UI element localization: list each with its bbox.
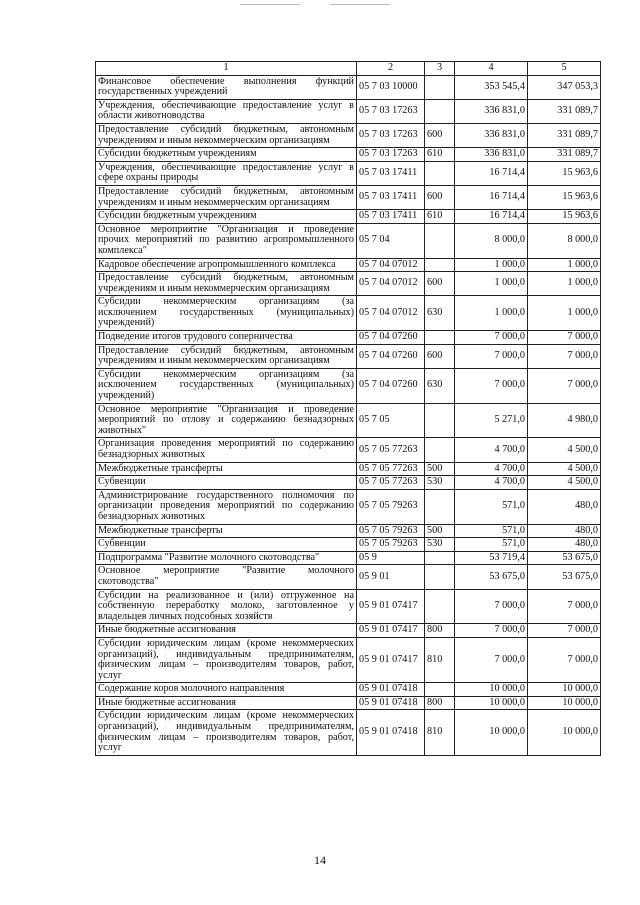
row-amount-cell: 331 089,7 (528, 99, 601, 123)
row-amount-cell: 1 000,0 (528, 258, 601, 272)
table-row (96, 161, 601, 185)
row-expense-type-cell: 810 (425, 637, 455, 682)
row-amount-cell: 16 714,4 (455, 210, 528, 224)
table-row (96, 524, 601, 538)
row-code-cell: 05 9 (357, 551, 425, 565)
row-expense-type-cell (425, 161, 455, 185)
row-name-cell: Межбюджетные трансферты (96, 524, 357, 538)
row-amount-cell: 7 000,0 (455, 331, 528, 345)
row-amount-cell: 336 831,0 (455, 99, 528, 123)
row-amount-cell: 1 000,0 (455, 258, 528, 272)
row-name-cell: Предоставление субсидий бюджетным, автономным учреждениям и иным некоммерческим организациям (96, 344, 357, 368)
row-code-cell: 05 7 05 77263 (357, 438, 425, 462)
row-amount-cell: 15 963,6 (528, 210, 601, 224)
row-code-cell: 05 9 01 07418 (357, 710, 425, 755)
table-row (96, 551, 601, 565)
row-amount-cell: 331 089,7 (528, 148, 601, 162)
row-expense-type-cell (425, 258, 455, 272)
table-row (96, 344, 601, 368)
row-code-cell: 05 7 03 17263 (357, 123, 425, 147)
row-amount-cell: 7 000,0 (528, 624, 601, 638)
row-code-cell: 05 7 04 07012 (357, 258, 425, 272)
row-name-cell: Кадровое обеспечение агропромышленного комплекса (96, 258, 357, 272)
table-row (96, 296, 601, 331)
header-cell-2: 2 (357, 62, 425, 76)
row-code-cell: 05 7 05 79263 (357, 538, 425, 552)
row-amount-cell: 8 000,0 (455, 223, 528, 258)
row-code-cell: 05 7 04 07260 (357, 331, 425, 345)
row-amount-cell: 1 000,0 (528, 296, 601, 331)
row-code-cell: 05 7 05 77263 (357, 462, 425, 476)
row-expense-type-cell (425, 75, 455, 99)
row-name-cell: Субвенции (96, 538, 357, 552)
row-amount-cell: 4 700,0 (455, 462, 528, 476)
row-name-cell: Учреждения, обеспечивающие предоставление услуг в сфере охраны природы (96, 161, 357, 185)
row-name-cell: Финансовое обеспечение выполнения функций государственных учреждений (96, 75, 357, 99)
row-expense-type-cell (425, 589, 455, 624)
row-amount-cell: 1 000,0 (455, 296, 528, 331)
row-name-cell: Предоставление субсидий бюджетным, автономным учреждениям и иным некоммерческим организациям (96, 123, 357, 147)
header-cell-5: 5 (528, 62, 601, 76)
row-amount-cell: 480,0 (528, 489, 601, 524)
table-row (96, 637, 601, 682)
row-amount-cell: 480,0 (528, 538, 601, 552)
table-header-row (96, 62, 601, 76)
row-expense-type-cell: 500 (425, 524, 455, 538)
table-row (96, 99, 601, 123)
table-row (96, 696, 601, 710)
row-amount-cell: 53 675,0 (455, 565, 528, 589)
row-amount-cell: 15 963,6 (528, 185, 601, 209)
row-expense-type-cell (425, 438, 455, 462)
row-code-cell: 05 7 04 07012 (357, 296, 425, 331)
row-amount-cell: 5 271,0 (455, 403, 528, 438)
table-row (96, 185, 601, 209)
row-amount-cell: 16 714,4 (455, 185, 528, 209)
row-amount-cell: 8 000,0 (528, 223, 601, 258)
row-expense-type-cell: 600 (425, 272, 455, 296)
row-amount-cell: 7 000,0 (528, 368, 601, 403)
scan-artifact-line (240, 4, 300, 5)
row-name-cell: Субсидии некоммерческим организациям (за исключением государственных (муниципальных) учреждений) (96, 368, 357, 403)
row-amount-cell: 331 089,7 (528, 123, 601, 147)
table-row (96, 462, 601, 476)
row-code-cell: 05 9 01 (357, 565, 425, 589)
row-name-cell: Межбюджетные трансферты (96, 462, 357, 476)
row-amount-cell: 10 000,0 (455, 683, 528, 697)
row-code-cell: 05 7 04 07012 (357, 272, 425, 296)
header-cell-1: 1 (96, 62, 357, 76)
row-amount-cell: 571,0 (455, 524, 528, 538)
row-expense-type-cell (425, 331, 455, 345)
scan-artifact-line (330, 4, 390, 5)
row-amount-cell: 53 675,0 (528, 565, 601, 589)
table-row (96, 75, 601, 99)
row-code-cell: 05 7 03 17411 (357, 185, 425, 209)
table-row (96, 223, 601, 258)
row-name-cell: Основное мероприятие "Развитие молочного скотоводства" (96, 565, 357, 589)
row-expense-type-cell: 800 (425, 624, 455, 638)
row-amount-cell: 571,0 (455, 538, 528, 552)
row-name-cell: Предоставление субсидий бюджетным, автономным учреждениям и иным некоммерческим организациям (96, 185, 357, 209)
table-row (96, 123, 601, 147)
row-amount-cell: 7 000,0 (455, 368, 528, 403)
row-name-cell: Предоставление субсидий бюджетным, автономным учреждениям и иным некоммерческим организациям (96, 272, 357, 296)
row-code-cell: 05 9 01 07418 (357, 696, 425, 710)
row-code-cell: 05 7 05 (357, 403, 425, 438)
table-row (96, 438, 601, 462)
row-expense-type-cell: 600 (425, 123, 455, 147)
row-expense-type-cell: 500 (425, 462, 455, 476)
row-amount-cell: 7 000,0 (528, 589, 601, 624)
row-expense-type-cell (425, 489, 455, 524)
row-code-cell: 05 7 03 17263 (357, 99, 425, 123)
row-name-cell: Субсидии юридическим лицам (кроме некоммерческих организаций), индивидуальным предпринимателям, физическим лицам – производителям товаров, работ, услуг (96, 637, 357, 682)
row-amount-cell: 7 000,0 (455, 589, 528, 624)
row-name-cell: Иные бюджетные ассигнования (96, 624, 357, 638)
row-code-cell: 05 7 03 17263 (357, 148, 425, 162)
row-code-cell: 05 7 04 07260 (357, 344, 425, 368)
row-expense-type-cell (425, 223, 455, 258)
table-row (96, 489, 601, 524)
row-code-cell: 05 9 01 07417 (357, 624, 425, 638)
row-amount-cell: 7 000,0 (528, 331, 601, 345)
row-expense-type-cell: 630 (425, 368, 455, 403)
row-name-cell: Субсидии бюджетным учреждениям (96, 210, 357, 224)
row-code-cell: 05 7 03 17411 (357, 161, 425, 185)
row-expense-type-cell (425, 99, 455, 123)
row-amount-cell: 16 714,4 (455, 161, 528, 185)
row-name-cell: Иные бюджетные ассигнования (96, 696, 357, 710)
row-amount-cell: 336 831,0 (455, 148, 528, 162)
table-row (96, 210, 601, 224)
row-amount-cell: 480,0 (528, 524, 601, 538)
row-amount-cell: 4 700,0 (455, 438, 528, 462)
row-amount-cell: 4 500,0 (528, 462, 601, 476)
row-amount-cell: 10 000,0 (528, 683, 601, 697)
row-amount-cell: 10 000,0 (528, 710, 601, 755)
row-amount-cell: 10 000,0 (455, 710, 528, 755)
table-row (96, 331, 601, 345)
row-amount-cell: 7 000,0 (528, 637, 601, 682)
row-expense-type-cell (425, 551, 455, 565)
row-expense-type-cell: 800 (425, 696, 455, 710)
row-name-cell: Субвенции (96, 476, 357, 490)
row-expense-type-cell: 530 (425, 538, 455, 552)
row-expense-type-cell: 610 (425, 148, 455, 162)
row-name-cell: Субсидии некоммерческим организациям (за исключением государственных (муниципальных) учреждений) (96, 296, 357, 331)
row-amount-cell: 4 500,0 (528, 438, 601, 462)
table-row (96, 565, 601, 589)
row-amount-cell: 336 831,0 (455, 123, 528, 147)
row-code-cell: 05 7 05 79263 (357, 489, 425, 524)
row-code-cell: 05 7 05 77263 (357, 476, 425, 490)
row-name-cell: Подведение итогов трудового соперничества (96, 331, 357, 345)
row-expense-type-cell: 810 (425, 710, 455, 755)
row-code-cell: 05 7 04 (357, 223, 425, 258)
row-amount-cell: 15 963,6 (528, 161, 601, 185)
row-code-cell: 05 7 05 79263 (357, 524, 425, 538)
row-expense-type-cell: 630 (425, 296, 455, 331)
row-name-cell: Основное мероприятие "Организация и проведение прочих мероприятий по развитию агропромышленного комплекса" (96, 223, 357, 258)
table-row (96, 683, 601, 697)
row-amount-cell: 571,0 (455, 489, 528, 524)
row-name-cell: Субсидии бюджетным учреждениям (96, 148, 357, 162)
row-name-cell: Администрирование государственного полномочия по организации проведения мероприятий по содержанию безнадзорных животных (96, 489, 357, 524)
row-amount-cell: 53 719,4 (455, 551, 528, 565)
row-amount-cell: 353 545,4 (455, 75, 528, 99)
budget-table (95, 61, 601, 756)
row-amount-cell: 1 000,0 (528, 272, 601, 296)
table-row (96, 476, 601, 490)
row-amount-cell: 4 980,0 (528, 403, 601, 438)
row-amount-cell: 4 700,0 (455, 476, 528, 490)
row-expense-type-cell: 600 (425, 185, 455, 209)
row-amount-cell: 7 000,0 (455, 624, 528, 638)
row-code-cell: 05 9 01 07417 (357, 637, 425, 682)
row-expense-type-cell: 530 (425, 476, 455, 490)
table-row (96, 624, 601, 638)
row-name-cell: Субсидии юридическим лицам (кроме некоммерческих организаций), индивидуальным предпринимателям, физическим лицам – производителям товаров, работ, услуг (96, 710, 357, 755)
row-amount-cell: 7 000,0 (455, 637, 528, 682)
row-name-cell: Субсидии на реализованное и (или) отгруженное на собственную переработку молоко, заготовленное у владельцев личных подсобных хозяйств (96, 589, 357, 624)
row-code-cell: 05 9 01 07418 (357, 683, 425, 697)
row-amount-cell: 7 000,0 (528, 344, 601, 368)
row-name-cell: Организация проведения мероприятий по содержанию безнадзорных животных (96, 438, 357, 462)
row-amount-cell: 347 053,3 (528, 75, 601, 99)
row-expense-type-cell (425, 683, 455, 697)
table-row (96, 272, 601, 296)
row-amount-cell: 53 675,0 (528, 551, 601, 565)
row-expense-type-cell: 600 (425, 344, 455, 368)
table-row (96, 258, 601, 272)
row-expense-type-cell (425, 565, 455, 589)
row-name-cell: Содержание коров молочного направления (96, 683, 357, 697)
row-expense-type-cell (425, 403, 455, 438)
row-amount-cell: 10 000,0 (528, 696, 601, 710)
table-row (96, 538, 601, 552)
header-cell-4: 4 (455, 62, 528, 76)
row-name-cell: Подпрограмма "Развитие молочного скотоводства" (96, 551, 357, 565)
row-amount-cell: 7 000,0 (455, 344, 528, 368)
table-row (96, 403, 601, 438)
table-row (96, 589, 601, 624)
row-amount-cell: 1 000,0 (455, 272, 528, 296)
row-name-cell: Учреждения, обеспечивающие предоставление услуг в области животноводства (96, 99, 357, 123)
row-expense-type-cell: 610 (425, 210, 455, 224)
row-amount-cell: 4 500,0 (528, 476, 601, 490)
row-code-cell: 05 7 03 10000 (357, 75, 425, 99)
row-code-cell: 05 7 03 17411 (357, 210, 425, 224)
table-row (96, 148, 601, 162)
table-row (96, 368, 601, 403)
header-cell-3: 3 (425, 62, 455, 76)
page-number: 14 (314, 853, 326, 867)
row-name-cell: Основное мероприятие "Организация и проведение мероприятий по отлову и содержанию безнадзорных животных" (96, 403, 357, 438)
table-row (96, 710, 601, 755)
row-code-cell: 05 7 04 07260 (357, 368, 425, 403)
row-amount-cell: 10 000,0 (455, 696, 528, 710)
row-code-cell: 05 9 01 07417 (357, 589, 425, 624)
